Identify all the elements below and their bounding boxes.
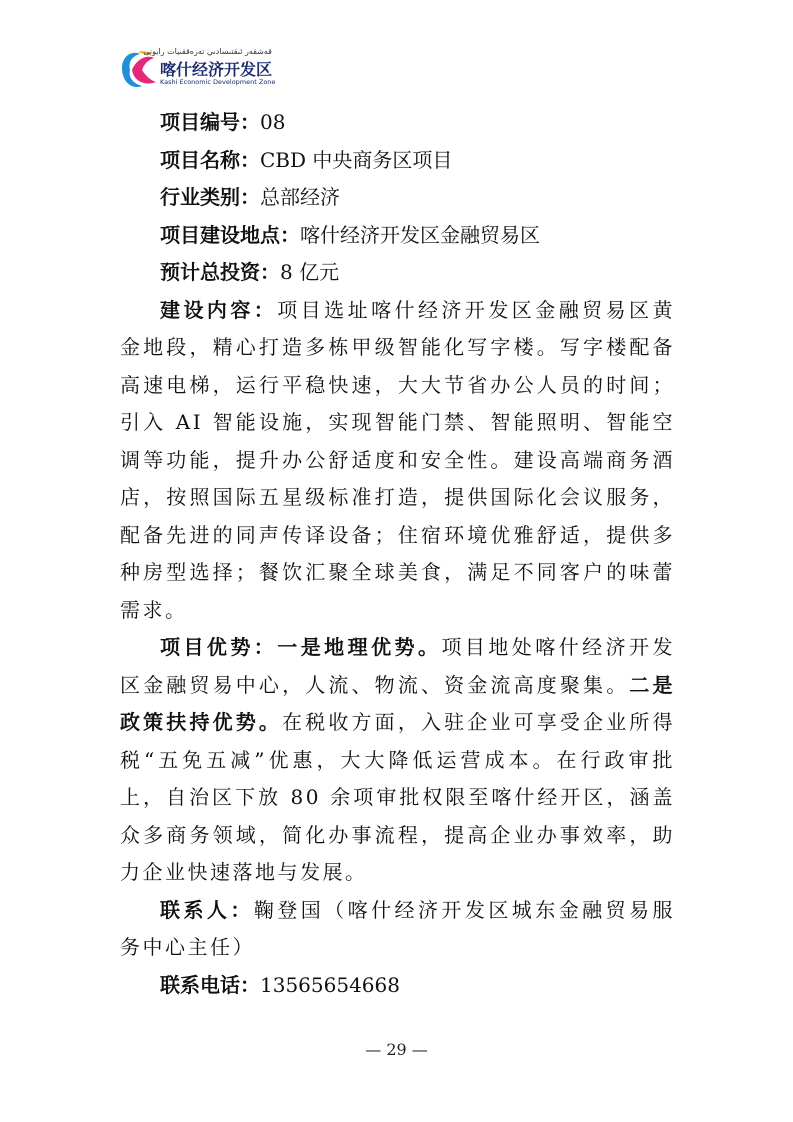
contact-paragraph [120, 892, 675, 967]
field-value: 喀什经济开发区金融贸易区 [300, 222, 540, 247]
contact-value: 鞠登国（喀什经济开发区城东金融贸易服务中心主任） [120, 897, 676, 959]
advantages-paragraph [120, 629, 675, 892]
advantage-1-text: 项目地处喀什经济开发区金融贸易中心，人流、物流、资金流高度聚集。 [120, 635, 676, 697]
field-label: 项目编号： [160, 110, 260, 134]
field-industry [120, 179, 675, 217]
construction-label: 建设内容： [160, 297, 278, 322]
logo-uyghur-text: قەشقەر ئىقتىسادىي تەرەققىيات رايونى [143, 47, 272, 56]
page-number: — 29 — [365, 1040, 428, 1059]
field-label: 项目建设地点： [160, 222, 300, 247]
phone-label: 联系电话： [160, 972, 260, 997]
logo-chinese-text: 喀什经济开发区 [160, 60, 273, 79]
project-document [120, 104, 675, 1004]
kashi-logo [118, 44, 278, 94]
field-project-number [120, 104, 675, 142]
phone-value: 13565654668 [260, 972, 400, 997]
field-value: 总部经济 [260, 185, 340, 209]
advantages-label: 项目优势： [160, 635, 278, 659]
field-project-name [120, 142, 675, 180]
advantage-1-title: 一是地理优势。 [277, 635, 442, 659]
field-value: 08 [260, 110, 286, 134]
field-investment [120, 254, 675, 292]
field-value: 8 亿元 [280, 260, 340, 284]
field-location [120, 217, 675, 255]
field-label: 预计总投资： [160, 260, 280, 284]
field-label: 行业类别： [160, 185, 260, 209]
advantage-2-text: 在税收方面，入驻企业可享受企业所得税“五免五减”优惠，大大降低运营成本。在行政审批上，自治区下放 80 余项审批权限至喀什经开区，涵盖众多商务领域，简化办事流程，提高企业办事效率，助力企业快速落地与发展。 [120, 710, 676, 884]
field-value: CBD 中央商务区项目 [260, 147, 453, 172]
construction-text: 项目选址喀什经济开发区金融贸易区黄金地段，精心打造多栋甲级智能化写字楼。写字楼配备高速电梯，运行平稳快速，大大节省办公人员的时间；引入 AI 智能设施，实现智能门禁、智能照明、智能空调等功能，提升办公舒适度和安全性。建设高端商务酒店，按照国际五星级标准打造，提供国际化会议服务，配备先进的同声传译设备；住宿环境优雅舒适，提供多种房型选择；餐饮汇聚全球美食，满足不同客户的味蕾需求。 [120, 297, 676, 622]
logo-english-text: Kashi Economic Development Zone [160, 78, 276, 86]
contact-label: 联系人： [160, 897, 254, 922]
field-label: 项目名称： [160, 147, 260, 172]
phone-paragraph [120, 967, 675, 1005]
advantage-2-title: 二是政策扶持优势。 [120, 672, 676, 734]
construction-paragraph [120, 292, 675, 630]
